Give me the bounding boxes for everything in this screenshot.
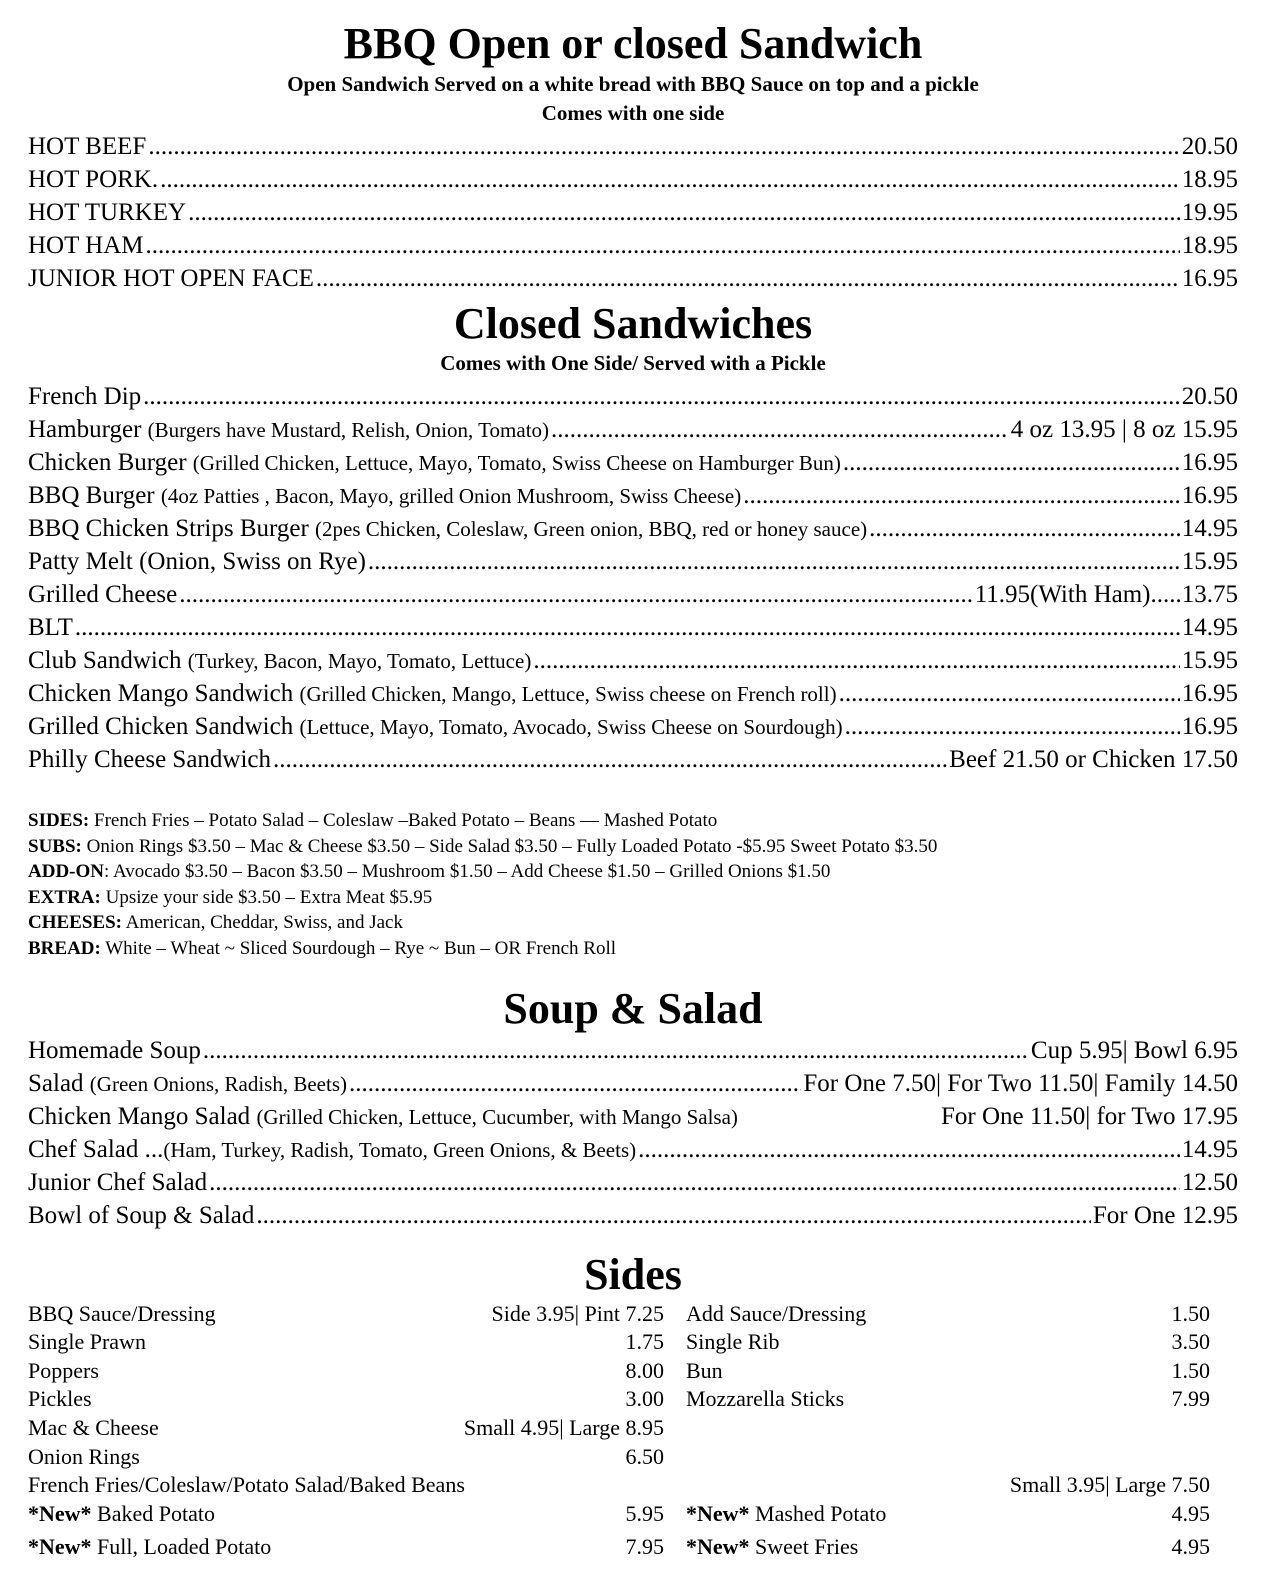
menu-item: [28, 1034, 1238, 1067]
menu-item: [28, 380, 1238, 413]
item-price: 15.95: [1181, 548, 1238, 575]
item-name: JUNIOR HOT OPEN FACE: [28, 265, 314, 292]
side-price: 3.00: [625, 1386, 664, 1412]
item-detail: (Burgers have Mustard, Relish, Onion, Tomato): [147, 418, 550, 442]
side-price: 1.75: [625, 1329, 664, 1355]
side-name: Pickles: [28, 1386, 92, 1412]
menu-page: [28, 18, 1238, 1562]
side-name: Mozzarella Sticks: [686, 1386, 845, 1412]
menu-item: [28, 677, 1238, 710]
item-detail: (Grilled Chicken, Lettuce, Cucumber, with Mango Salsa): [256, 1104, 738, 1129]
leader-dots: [143, 380, 1180, 413]
item-price: 16.95: [1181, 449, 1238, 476]
sides-row: [28, 1300, 1238, 1329]
side-name: *New* Baked Potato: [28, 1500, 215, 1526]
options-notes: [28, 808, 1238, 962]
side-name: *New* Mashed Potato: [686, 1500, 887, 1526]
side-price: 4.95: [1171, 1534, 1210, 1560]
open-sandwich-title: BBQ Open or closed Sandwich: [343, 19, 923, 68]
side-price: 7.99: [1171, 1386, 1210, 1412]
item-name: Junior Chef Salad: [28, 1168, 208, 1196]
item-name: Club Sandwich (Turkey, Bacon, Mayo, Tomato, Lettuce): [28, 647, 532, 674]
item-name: Grilled Chicken Sandwich (Lettuce, Mayo, Tomato, Avocado, Swiss Cheese on Sourdough): [28, 713, 843, 740]
leader-dots: [533, 644, 1179, 677]
menu-item: [28, 479, 1238, 512]
menu-item: [28, 262, 1238, 295]
side-price: 4.95: [1171, 1500, 1210, 1526]
sides-row: [28, 1414, 1238, 1443]
menu-item: [28, 743, 1238, 776]
leader-dots: [843, 446, 1180, 479]
leader-dots: [179, 578, 972, 611]
item-detail: (2pes Chicken, Coleslaw, Green onion, BBQ, red or honey sauce): [315, 517, 868, 541]
leader-dots: [349, 1067, 801, 1100]
side-price: 1.50: [1171, 1357, 1210, 1383]
leader-dots: [203, 1034, 1029, 1067]
new-badge: *New*: [28, 1534, 92, 1560]
leader-dots: [256, 1199, 1090, 1232]
item-name: Homemade Soup: [28, 1036, 201, 1064]
note-line: SIDES: French Fries – Potato Salad – Coleslaw –Baked Potato – Beans –– Mashed Potato: [28, 810, 718, 831]
side-name: Add Sauce/Dressing: [686, 1300, 867, 1326]
item-price: 11.95(With Ham).....13.75: [974, 581, 1238, 608]
side-price: 6.50: [625, 1443, 664, 1469]
menu-item: [28, 710, 1238, 743]
leader-dots: [209, 1166, 1180, 1199]
side-name: BBQ Sauce/Dressing: [28, 1300, 216, 1326]
item-price: 12.50: [1181, 1168, 1238, 1196]
side-price: 7.95: [625, 1534, 664, 1560]
leader-dots: [638, 1133, 1180, 1166]
sides-title: Sides: [584, 1249, 682, 1299]
item-name: Salad (Green Onions, Radish, Beets): [28, 1069, 347, 1097]
item-name: Grilled Cheese: [28, 581, 178, 608]
new-badge: *New*: [686, 1534, 750, 1560]
item-name: HOT TURKEY: [28, 199, 187, 226]
item-price: For One 12.95: [1092, 1201, 1238, 1229]
menu-item: [28, 545, 1238, 578]
sides-row: [28, 1500, 1238, 1529]
sides-row: [28, 1471, 1238, 1500]
item-price: 14.95: [1181, 515, 1238, 542]
menu-item: [28, 413, 1238, 446]
leader-dots: [188, 196, 1180, 229]
item-detail: (Lettuce, Mayo, Tomato, Avocado, Swiss Cheese on Sourdough): [299, 715, 843, 739]
menu-item: [28, 1166, 1238, 1199]
leader-dots: [75, 611, 1180, 644]
item-price: 16.95: [1181, 680, 1238, 707]
item-price: 18.95: [1181, 232, 1238, 259]
leader-dots: [839, 677, 1180, 710]
sides-row: [28, 1328, 1238, 1357]
item-name: HOT PORK.: [28, 166, 159, 193]
item-name: Chicken Mango Sandwich (Grilled Chicken, Mango, Lettuce, Swiss cheese on French roll): [28, 680, 837, 707]
menu-item: [28, 644, 1238, 677]
open-sandwich-subtitle: Open Sandwich Served on a white bread with BBQ Sauce on top and a pickle: [287, 72, 979, 96]
note-line: SUBS: Onion Rings $3.50 – Mac & Cheese $3.50 – Side Salad $3.50 – Fully Loaded Potato -$5.95 Sweet Potato $3.50: [28, 835, 938, 857]
open-sandwich-side-note: Comes with one side: [541, 101, 725, 125]
sides-row: [28, 1385, 1238, 1414]
item-price: 14.95: [1181, 1135, 1238, 1163]
menu-item: [28, 1133, 1238, 1166]
leader-dots: [273, 743, 947, 776]
note-line: CHEESES: American, Cheddar, Swiss, and Jack: [28, 912, 403, 934]
item-name: Chicken Mango Salad (Grilled Chicken, Lettuce, Cucumber, with Mango Salsa): [28, 1102, 738, 1130]
item-price: 20.50: [1181, 383, 1238, 410]
menu-item: [28, 1199, 1238, 1232]
menu-item: [28, 446, 1238, 479]
leader-dots: [148, 130, 1179, 163]
side-price: 8.00: [625, 1357, 664, 1383]
item-price: For One 7.50| For Two 11.50| Family 14.50: [803, 1069, 1238, 1097]
item-price: 14.95: [1181, 614, 1238, 641]
leader-dots: [316, 262, 1180, 295]
note-line: EXTRA: Upsize your side $3.50 – Extra Meat $5.95: [28, 886, 433, 908]
side-price: Small 3.95| Large 7.50: [1009, 1472, 1210, 1498]
soup-salad-list: [28, 1034, 1238, 1232]
menu-item: [28, 578, 1238, 611]
side-price: Side 3.95| Pint 7.25: [491, 1300, 664, 1326]
item-detail: (Grilled Chicken, Lettuce, Mayo, Tomato, Swiss Cheese on Hamburger Bun): [192, 451, 841, 475]
sides-table: [28, 1300, 1238, 1562]
item-name: Chef Salad ...(Ham, Turkey, Radish, Tomato, Green Onions, & Beets): [28, 1135, 637, 1163]
menu-item: [28, 512, 1238, 545]
menu-item: [28, 611, 1238, 644]
item-price: 20.50: [1181, 133, 1238, 160]
side-name: Single Prawn: [28, 1329, 146, 1355]
side-name: Bun: [686, 1357, 723, 1383]
side-name: *New* Sweet Fries: [686, 1534, 859, 1560]
leader-dots: [743, 479, 1180, 512]
item-name: Chicken Burger (Grilled Chicken, Lettuce, Mayo, Tomato, Swiss Cheese on Hamburger Bun): [28, 449, 841, 476]
menu-item: [28, 1067, 1238, 1100]
item-price: 15.95: [1181, 647, 1238, 674]
new-badge: *New*: [686, 1500, 750, 1526]
item-name: BLT: [28, 614, 73, 641]
leader-dots: [160, 163, 1180, 196]
menu-item: [28, 1100, 1238, 1133]
note-line: ADD-ON: Avocado $3.50 – Bacon $3.50 – Mushroom $1.50 – Add Cheese $1.50 – Grilled Onions $1.50: [28, 861, 831, 883]
side-price: Small 4.95| Large 8.95: [463, 1414, 664, 1440]
menu-item: [28, 163, 1238, 196]
side-name: Mac & Cheese: [28, 1414, 159, 1440]
sides-row: [28, 1533, 1238, 1562]
item-detail: (Grilled Chicken, Mango, Lettuce, Swiss cheese on French roll): [299, 682, 837, 706]
closed-sandwiches-title: Closed Sandwiches: [453, 299, 813, 348]
item-price: Cup 5.95| Bowl 6.95: [1030, 1036, 1238, 1064]
item-detail: (4oz Patties , Bacon, Mayo, grilled Onion Mushroom, Swiss Cheese): [160, 484, 742, 508]
item-name: Patty Melt (Onion, Swiss on Rye): [28, 548, 366, 575]
menu-item: [28, 196, 1238, 229]
item-name: BBQ Chicken Strips Burger (2pes Chicken, Coleslaw, Green onion, BBQ, red or honey sauce): [28, 515, 868, 542]
open-sandwich-list: [28, 130, 1238, 295]
item-name: Philly Cheese Sandwich: [28, 746, 272, 773]
side-name: Poppers: [28, 1357, 99, 1383]
side-price: 5.95: [625, 1500, 664, 1526]
item-price: For One 11.50| for Two 17.95: [941, 1102, 1238, 1130]
leader-dots: [551, 413, 1009, 446]
side-price: 1.50: [1171, 1300, 1210, 1326]
item-price: 16.95: [1181, 713, 1238, 740]
leader-dots: [845, 710, 1180, 743]
item-price: 4 oz 13.95 | 8 oz 15.95: [1010, 416, 1238, 443]
item-name: French Dip: [28, 383, 142, 410]
sides-row: [28, 1443, 1238, 1472]
new-badge: *New*: [28, 1500, 92, 1526]
menu-item: [28, 229, 1238, 262]
item-price: 18.95: [1181, 166, 1238, 193]
leader-dots: [368, 545, 1180, 578]
soup-salad-title: Soup & Salad: [503, 983, 763, 1033]
item-price: 16.95: [1181, 482, 1238, 509]
sides-row: [28, 1357, 1238, 1386]
side-name: *New* Full, Loaded Potato: [28, 1534, 272, 1560]
side-name: French Fries/Coleslaw/Potato Salad/Baked Beans: [28, 1472, 465, 1498]
leader-dots: [146, 229, 1180, 262]
item-name: HOT BEEF: [28, 133, 147, 160]
item-detail: (Green Onions, Radish, Beets): [89, 1071, 347, 1096]
item-detail: (Turkey, Bacon, Mayo, Tomato, Lettuce): [187, 649, 532, 673]
item-price: 19.95: [1181, 199, 1238, 226]
side-name: Onion Rings: [28, 1443, 140, 1469]
item-name: Bowl of Soup & Salad: [28, 1201, 255, 1229]
item-detail: (Ham, Turkey, Radish, Tomato, Green Onions, & Beets): [163, 1137, 637, 1162]
item-price: Beef 21.50 or Chicken 17.50: [949, 746, 1238, 773]
note-line: BREAD: White – Wheat ~ Sliced Sourdough – Rye ~ Bun – OR French Roll: [28, 937, 617, 959]
menu-item: [28, 130, 1238, 163]
item-name: BBQ Burger (4oz Patties , Bacon, Mayo, grilled Onion Mushroom, Swiss Cheese): [28, 482, 742, 509]
closed-sandwich-list: [28, 380, 1238, 776]
side-price: 3.50: [1171, 1329, 1210, 1355]
side-name: Single Rib: [686, 1329, 780, 1355]
item-name: Hamburger (Burgers have Mustard, Relish, Onion, Tomato): [28, 416, 550, 443]
item-price: 16.95: [1181, 265, 1238, 292]
closed-sandwiches-subtitle: Comes with One Side/ Served with a Pickle: [440, 351, 826, 375]
leader-dots: [869, 512, 1180, 545]
item-name: HOT HAM: [28, 232, 144, 259]
